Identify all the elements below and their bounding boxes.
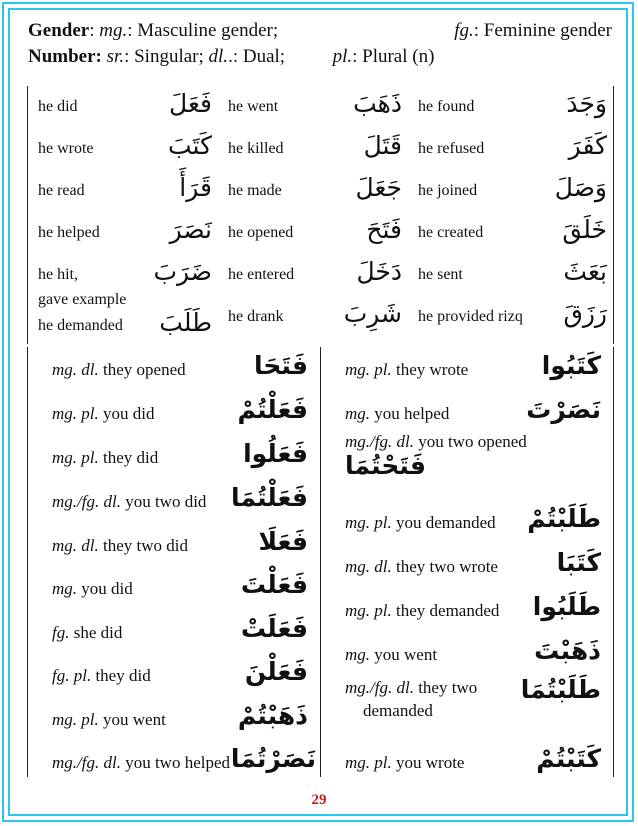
verb-arabic: فَتَحَ bbox=[366, 215, 402, 244]
arabic-form: طَلَبُوا bbox=[532, 592, 601, 621]
grammar-tag: mg. pl. bbox=[52, 448, 99, 467]
meaning: she did bbox=[73, 623, 123, 642]
verb-arabic: فَعَلَ bbox=[169, 89, 212, 118]
verb-item bbox=[218, 89, 408, 131]
verb-arabic: ضَرَبَ bbox=[153, 257, 212, 286]
meaning: you went bbox=[374, 645, 438, 664]
verb-arabic: جَعَلَ bbox=[355, 173, 402, 202]
verb-item bbox=[408, 173, 613, 215]
conjugation-row bbox=[28, 699, 320, 739]
grammar-tag: mg. pl. bbox=[345, 601, 392, 620]
grammar-tag: mg. dl. bbox=[345, 557, 392, 576]
grammar-tag: mg. pl. bbox=[345, 513, 392, 532]
grammar-tag: mg. bbox=[345, 404, 371, 423]
conjugation-row bbox=[321, 502, 613, 542]
verb-item bbox=[218, 215, 408, 257]
conjugation-row bbox=[321, 742, 613, 782]
grammar-tag: fg. bbox=[52, 623, 70, 642]
meaning: you did bbox=[103, 404, 155, 423]
verb-arabic: رَزَقَ bbox=[563, 299, 607, 328]
arabic-form: فَعَلُوا bbox=[243, 439, 308, 468]
verb-english: he read bbox=[38, 182, 85, 199]
meaning: you two did bbox=[125, 492, 207, 511]
verb-vocabulary-table bbox=[27, 86, 614, 344]
arabic-form: ذَهَبْتَ bbox=[534, 636, 601, 665]
verb-arabic: شَرِبَ bbox=[343, 299, 402, 328]
meaning: they two did bbox=[103, 536, 188, 555]
conjugation-column-left bbox=[28, 347, 320, 777]
conjugation-row bbox=[321, 546, 613, 586]
pl-text: : Plural (n) bbox=[352, 46, 435, 67]
meaning-continuation: demanded bbox=[363, 701, 433, 720]
verb-english: he hit, bbox=[38, 266, 78, 283]
verb-arabic: قَتَلَ bbox=[363, 131, 402, 160]
verb-english: he joined bbox=[418, 182, 478, 199]
conjugation-row bbox=[321, 427, 613, 487]
verb-item bbox=[28, 173, 218, 215]
conjugation-row bbox=[321, 590, 613, 630]
verb-column-2 bbox=[218, 86, 408, 344]
verb-item bbox=[408, 131, 613, 173]
verb-english: he opened bbox=[228, 224, 294, 241]
conjugation-row bbox=[28, 437, 320, 477]
conjugation-column-right bbox=[320, 347, 613, 777]
verb-item bbox=[408, 299, 613, 341]
grammar-tag: mg. dl. bbox=[52, 360, 99, 379]
number-label: Number: bbox=[28, 46, 102, 67]
arabic-form: فَتَحْتُمَا bbox=[345, 451, 426, 480]
verb-item bbox=[408, 215, 613, 257]
verb-arabic: خَلَقَ bbox=[562, 215, 607, 244]
verb-arabic: دَخَلَ bbox=[356, 257, 402, 286]
verb-english: he killed bbox=[228, 140, 284, 157]
meaning: you two helped bbox=[125, 753, 231, 772]
verb-arabic: نَصَرَ bbox=[169, 215, 212, 244]
meaning: they did bbox=[103, 448, 159, 467]
verb-item bbox=[28, 308, 218, 350]
verb-arabic: قَرَأَ bbox=[179, 173, 212, 202]
sr-abbr: sr. bbox=[106, 46, 125, 67]
verb-english: he found bbox=[418, 98, 475, 115]
arabic-form: كَتَبَا bbox=[556, 548, 601, 577]
verb-item bbox=[218, 131, 408, 173]
verb-item bbox=[28, 131, 218, 173]
arabic-form: فَتَحَا bbox=[254, 351, 308, 380]
conjugation-list bbox=[27, 347, 614, 777]
arabic-form: نَصَرْتَ bbox=[526, 395, 601, 424]
gender-legend: Gender: mg.: Masculine gender; bbox=[28, 20, 279, 41]
verb-column-1 bbox=[28, 86, 218, 344]
verb-arabic: كَتَبَ bbox=[168, 131, 212, 160]
feminine-legend bbox=[454, 20, 612, 42]
verb-english: he entered bbox=[228, 266, 295, 283]
gender-label: Gender bbox=[28, 20, 90, 41]
verb-english: he wrote bbox=[38, 140, 94, 157]
verb-item bbox=[218, 299, 408, 341]
verb-arabic: كَفَرَ bbox=[568, 131, 607, 160]
arabic-form: فَعَلْتَ bbox=[240, 570, 308, 599]
meaning: you two opened bbox=[418, 432, 527, 451]
dl-abbr: dl. bbox=[208, 46, 229, 67]
arabic-form: طَلَبْتُمْ bbox=[527, 504, 601, 533]
grammar-tag: mg./fg. dl. bbox=[52, 492, 121, 511]
number-legend bbox=[28, 46, 434, 68]
verb-arabic: بَعَثَ bbox=[563, 257, 607, 286]
grammar-tag: mg. dl. bbox=[52, 536, 99, 555]
verb-item bbox=[408, 257, 613, 299]
arabic-form: فَعَلَتْ bbox=[240, 614, 308, 643]
meaning: they opened bbox=[103, 360, 186, 379]
meaning: they two wrote bbox=[396, 557, 498, 576]
meaning: you went bbox=[103, 710, 166, 729]
arabic-form: ذَهَبْتُمْ bbox=[237, 701, 308, 730]
arabic-form: فَعَلْنَ bbox=[244, 657, 308, 686]
mg-abbr: mg. bbox=[99, 20, 128, 41]
arabic-form: فَعَلَا bbox=[258, 527, 308, 556]
meaning: you helped bbox=[374, 404, 450, 423]
verb-item bbox=[28, 215, 218, 257]
verb-item bbox=[218, 257, 408, 299]
arabic-form: فَعَلْتُمَا bbox=[230, 483, 308, 512]
grammar-tag: mg./fg. dl. bbox=[345, 432, 414, 451]
conjugation-row bbox=[28, 349, 320, 389]
verb-arabic: وَجَدَ bbox=[566, 89, 607, 118]
grammar-tag: fg. pl. bbox=[52, 666, 92, 685]
fg-text: : Feminine gender bbox=[473, 20, 612, 41]
verb-english: he provided rizq bbox=[418, 308, 523, 325]
conjugation-row bbox=[28, 655, 320, 695]
verb-english: he made bbox=[228, 182, 282, 199]
grammar-tag: mg. bbox=[52, 579, 78, 598]
conjugation-row bbox=[28, 568, 320, 608]
verb-arabic: طَلَبَ bbox=[159, 308, 212, 337]
arabic-form: كَتَبُوا bbox=[541, 351, 601, 380]
grammar-tag: mg. pl. bbox=[52, 710, 99, 729]
meaning: they two bbox=[418, 678, 478, 697]
verb-english: he sent bbox=[418, 266, 463, 283]
conjugation-row bbox=[321, 673, 613, 735]
verb-arabic: ذَهَبَ bbox=[353, 89, 402, 118]
meaning: you demanded bbox=[396, 513, 496, 532]
grammar-tag: mg. pl. bbox=[345, 753, 392, 772]
conjugation-row bbox=[321, 349, 613, 389]
grammar-tag: mg. bbox=[345, 645, 371, 664]
verb-item bbox=[408, 89, 613, 131]
verb-english-continuation: gave example bbox=[38, 291, 127, 308]
verb-english: he created bbox=[418, 224, 484, 241]
dl-text: .: Dual; bbox=[228, 46, 286, 67]
verb-english: he demanded bbox=[38, 317, 123, 334]
verb-column-3 bbox=[408, 86, 613, 344]
arabic-form: طَلَبْتُمَا bbox=[520, 675, 601, 704]
arabic-form: كَتَبْتُمْ bbox=[536, 744, 601, 773]
verb-english: he went bbox=[228, 98, 279, 115]
conjugation-row bbox=[321, 634, 613, 674]
page-number: 29 bbox=[311, 792, 327, 808]
arabic-form: نَصَرْتُمَا bbox=[230, 744, 316, 773]
grammar-tag: mg./fg. dl. bbox=[52, 753, 121, 772]
conjugation-row bbox=[28, 742, 320, 782]
meaning: they did bbox=[95, 666, 151, 685]
grammar-tag: mg. pl. bbox=[52, 404, 99, 423]
verb-english: he helped bbox=[38, 224, 100, 241]
grammar-tag: mg./fg. dl. bbox=[345, 678, 414, 697]
meaning: you did bbox=[81, 579, 133, 598]
verb-english: he drank bbox=[228, 308, 284, 325]
meaning: they wrote bbox=[396, 360, 469, 379]
sr-text: : Singular; bbox=[124, 46, 204, 67]
pl-abbr: pl. bbox=[332, 46, 353, 67]
verb-arabic: وَصَلَ bbox=[554, 173, 607, 202]
conjugation-row bbox=[28, 612, 320, 652]
verb-item bbox=[28, 89, 218, 131]
meaning: they demanded bbox=[396, 601, 500, 620]
fg-abbr: fg. bbox=[454, 20, 474, 41]
verb-english: he refused bbox=[418, 140, 485, 157]
conjugation-row bbox=[28, 393, 320, 433]
verb-english: he did bbox=[38, 98, 78, 115]
meaning: you wrote bbox=[396, 753, 465, 772]
grammar-tag: mg. pl. bbox=[345, 360, 392, 379]
mg-text: : Masculine gender; bbox=[127, 20, 279, 41]
conjugation-row bbox=[28, 481, 320, 521]
arabic-form: فَعَلْتُمْ bbox=[237, 395, 308, 424]
conjugation-row bbox=[28, 525, 320, 565]
verb-item bbox=[218, 173, 408, 215]
